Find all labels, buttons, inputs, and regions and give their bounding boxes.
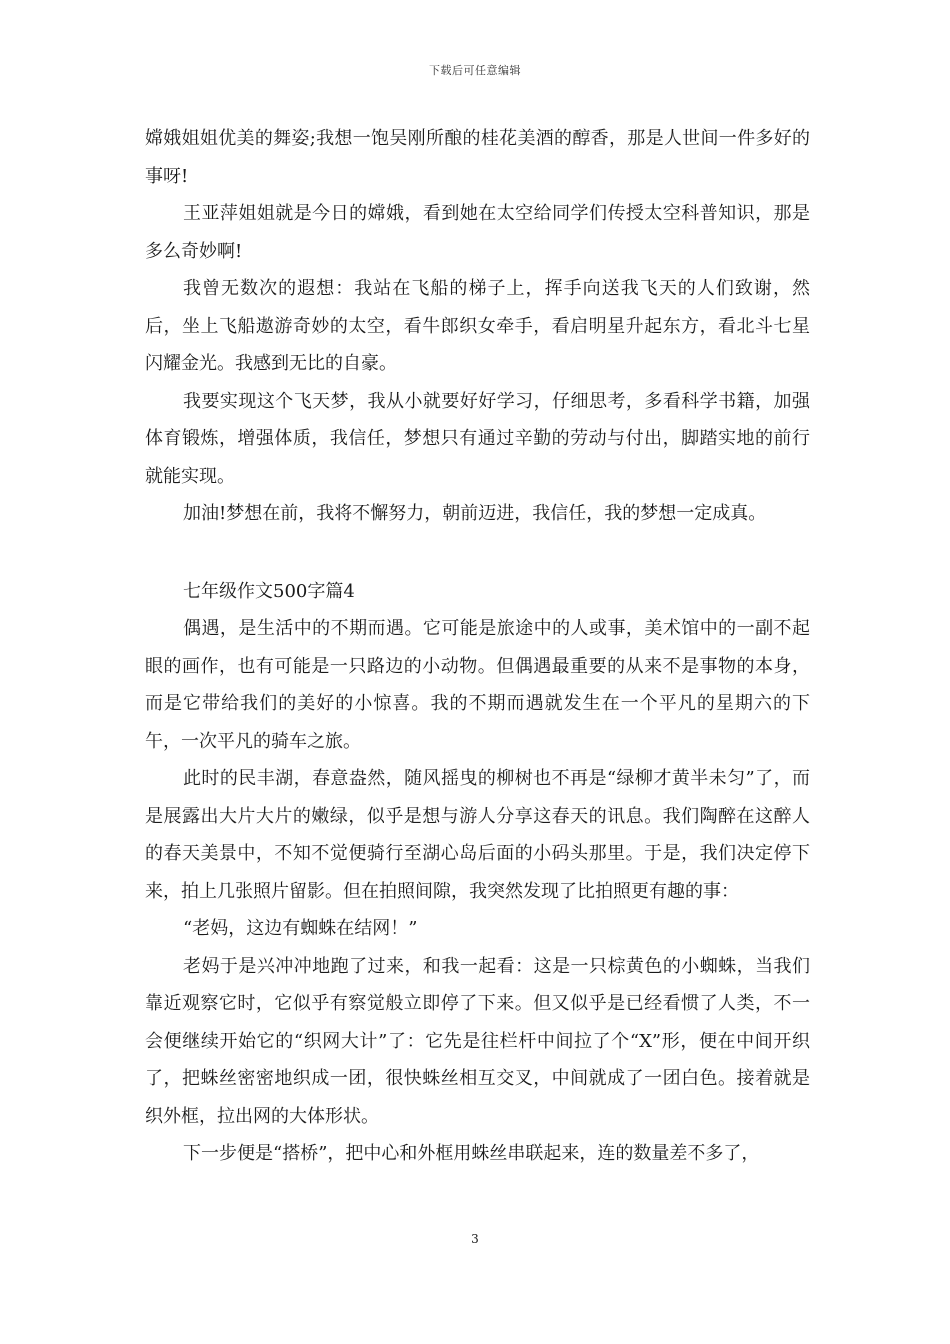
paragraph: 王亚萍姐姐就是今日的嫦娥，看到她在太空给同学们传授太空科普知识，那是多么奇妙啊! [145,203,810,262]
paragraph: “老妈，这边有蜘蛛在结网！” [183,918,418,939]
section-title: 七年级作文500字篇4 [183,580,355,602]
document-body [145,120,810,1173]
paragraph: 此时的民丰湖，春意盎然，随风摇曳的柳树也不再是“绿柳才黄半未匀”了，而是展露出大片大片的嫩绿，似乎是想与游人分享这春天的讯息。我们陶醉在这醉人的春天美景中，不知不觉便骑行至湖心岛后面的小码头那里。于是，我们决定停下来，拍上几张照片留影。但在拍照间隙，我突然发现了比拍照更有趣的事： [145,768,810,902]
paragraph-group-1 [145,120,810,533]
paragraph: 嫦娥姐姐优美的舞姿;我想一饱吴刚所酿的桂花美酒的醇香，那是人世间一件多好的事呀! [145,128,810,187]
paragraph: 下一步便是“搭桥”，把中心和外框用蛛丝串联起来，连的数量差不多了， [183,1143,760,1164]
paragraph-group-2 [145,610,810,1173]
paragraph: 我曾无数次的遐想：我站在飞船的梯子上，挥手向送我飞天的人们致谢，然后，坐上飞船遨游奇妙的太空，看牛郎织女牵手，看启明星升起东方，看北斗七星闪耀金光。我感到无比的自豪。 [145,278,810,374]
page-header: 下载后可任意编辑 [429,64,521,77]
paragraph: 加油!梦想在前，我将不懈努力，朝前迈进，我信任，我的梦想一定成真。 [183,503,767,524]
paragraph: 偶遇，是生活中的不期而遇。它可能是旅途中的人或事，美术馆中的一副不起眼的画作，也有可能是一只路边的小动物。但偶遇最重要的从来不是事物的本身，而是它带给我们的美好的小惊喜。我的不期而遇就发生在一个平凡的星期六的下午，一次平凡的骑车之旅。 [145,618,810,752]
page-number: 3 [471,1232,479,1246]
paragraph: 老妈于是兴冲冲地跑了过来，和我一起看：这是一只棕黄色的小蜘蛛，当我们靠近观察它时，它似乎有察觉般立即停了下来。但又似乎是已经看惯了人类，不一会便继续开始它的“织网大计”了：它先是往栏杆中间拉了个“X”形，便在中间开织了，把蛛丝密密地织成一团，很快蛛丝相互交叉，中间就成了一团白色。接着就是织外框，拉出网的大体形状。 [145,955,810,1127]
paragraph: 我要实现这个飞天梦，我从小就要好好学习，仔细思考，多看科学书籍，加强体育锻炼，增强体质，我信任，梦想只有通过辛勤的劳动与付出，脚踏实地的前行就能实现。 [145,390,810,487]
